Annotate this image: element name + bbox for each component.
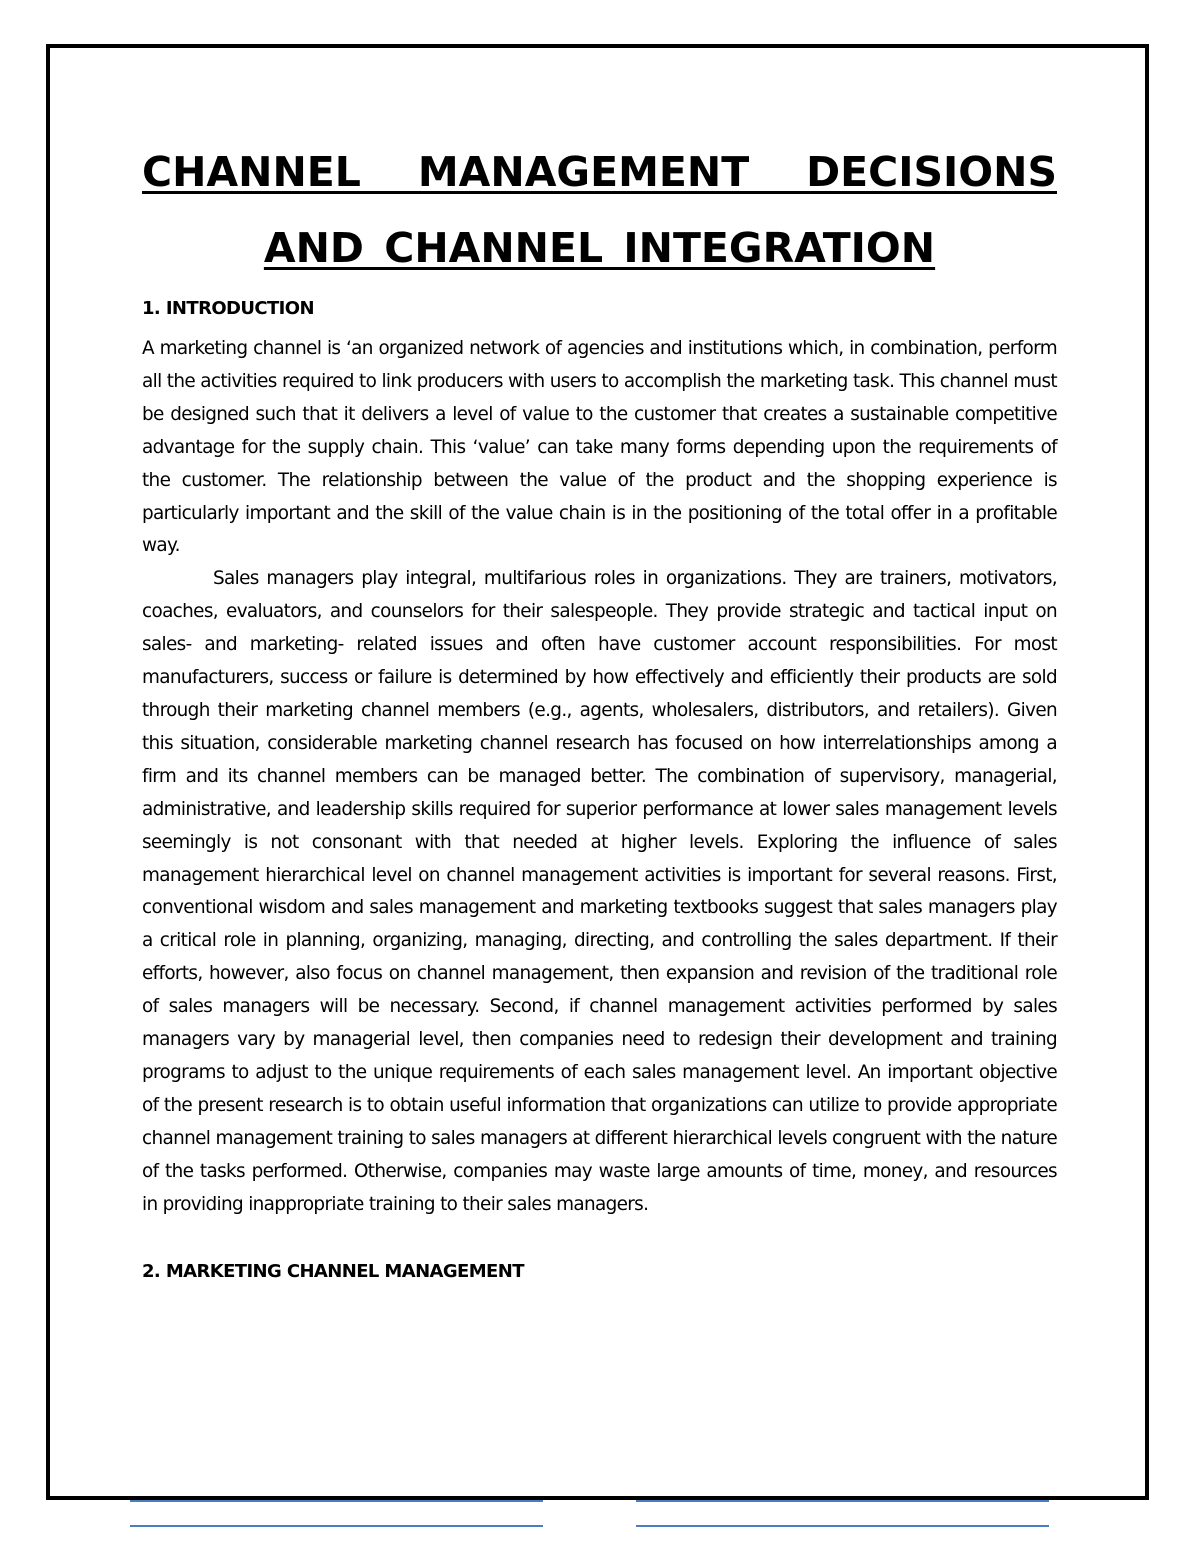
- footer-rule-left-lower: [130, 1525, 543, 1527]
- paragraph-marketing-channel: A marketing channel is ‘an organized network of agencies and institutions which, in combination, perform all the activities required to link producers with users to accomplish the marketing task. This channel must be designed such that it delivers a level of value to the customer that creates a sustainable competitive advantage for the supply chain. This ‘value’ can take many forms depending upon the requirements of the customer. The relationship between the value of the product and the shopping experience is particularly important and the skill of the value chain is in the positioning of the total offer in a profitable way.: [142, 338, 1057, 557]
- document-title: [142, 134, 1057, 286]
- footer-rule-right-lower: [636, 1525, 1049, 1527]
- section-heading-introduction: 1. INTRODUCTION: [142, 298, 314, 319]
- document-body: [142, 134, 1057, 1288]
- section-heading-marketing-channel-management: 2. MARKETING CHANNEL MANAGEMENT: [142, 1261, 524, 1283]
- paragraph-sales-managers: Sales managers play integral, multifarious roles in organizations. They are trainers, motivators, coaches, evaluators, and counselors for their salespeople. They provide strategic and tactical input on sales- and marketing- related issues and often have customer account responsibilities. For most manufacturers, success or failure is determined by how effectively and efficiently their products are sold through their marketing channel members (e.g., agents, wholesalers, distributors, and retailers). Given this situation, considerable marketing channel research has focused on how interrelationships among a firm and its channel members can be managed better. The combination of supervisory, managerial, administrative, and leadership skills required for superior performance at lower sales management levels seemingly is not consonant with that needed at higher levels. Exploring the influence of sales management hierarchical level on channel management activities is important for several reasons. First, conventional wisdom and sales management and marketing textbooks suggest that sales managers play a critical role in planning, organizing, managing, directing, and controlling the sales department. If their efforts, however, also focus on channel management, then expansion and revision of the traditional role of sales managers will be necessary. Second, if channel management activities performed by sales managers vary by managerial level, then companies need to redesign their development and training programs to adjust to the unique requirements of each sales management level. An important objective of the present research is to obtain useful information that organizations can utilize to provide appropriate channel management training to sales managers at different hierarchical levels congruent with the nature of the tasks performed. Otherwise, companies may waste large amounts of time, money, and resources in providing inappropriate training to their sales managers.: [142, 568, 1057, 1215]
- footer-rule-left-upper: [130, 1500, 543, 1502]
- document-title-line-2: AND CHANNEL INTEGRATION: [263, 224, 936, 272]
- footer-rule-right-upper: [636, 1500, 1049, 1502]
- document-title-line-1: CHANNEL MANAGEMENT DECISIONS: [142, 148, 1057, 196]
